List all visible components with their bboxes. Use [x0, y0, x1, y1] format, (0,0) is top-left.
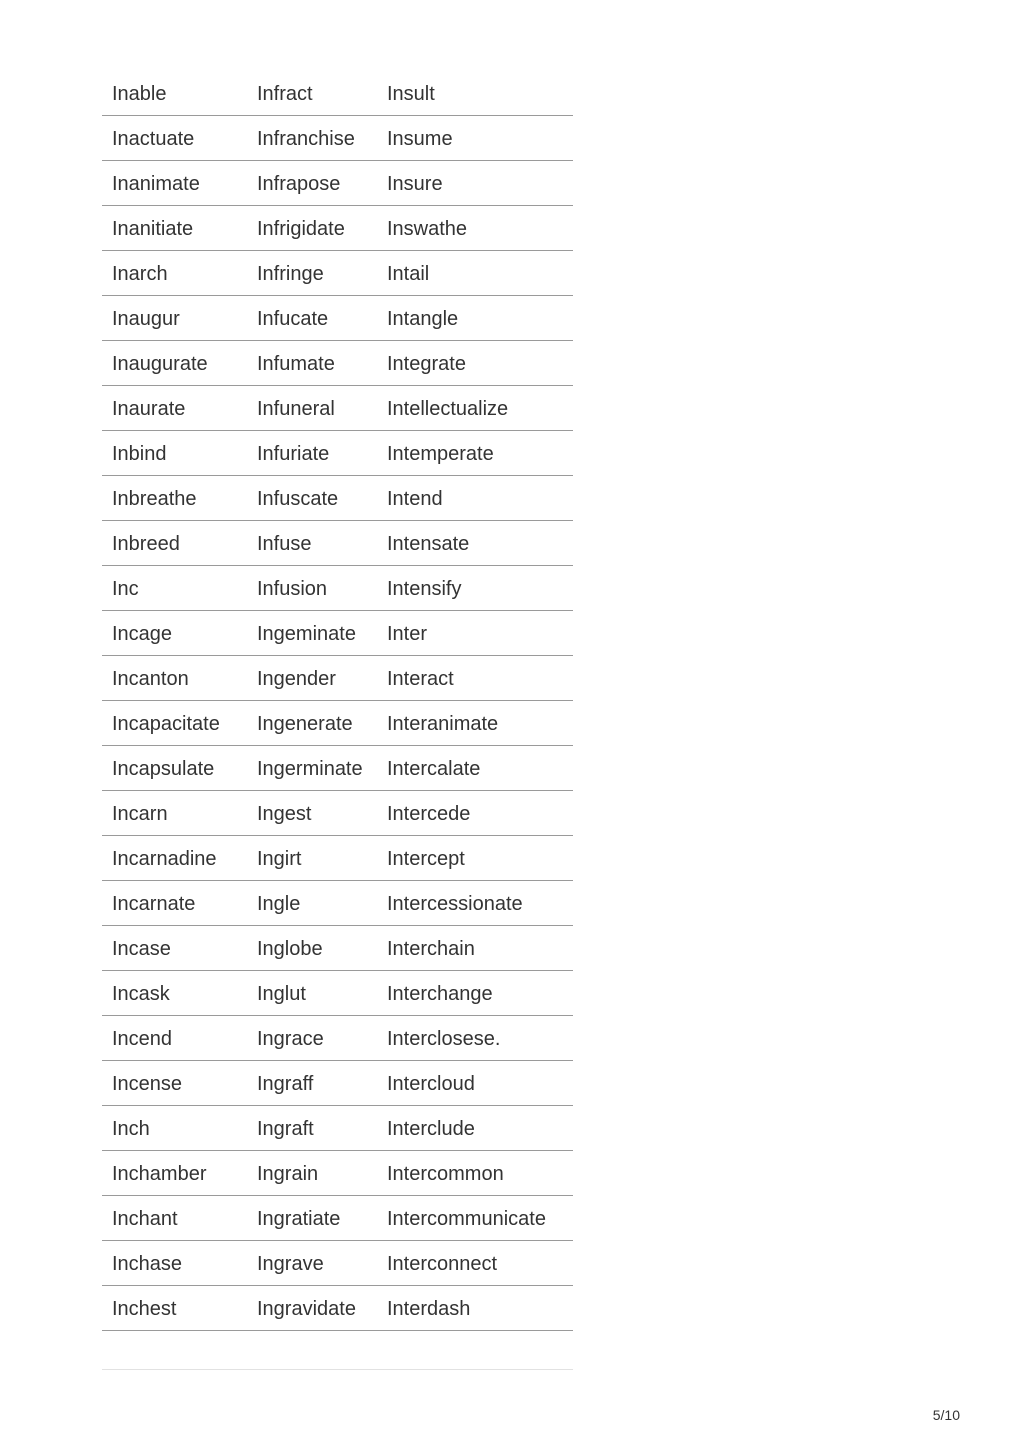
word-cell: Inable: [112, 83, 167, 105]
table-row: [102, 791, 573, 836]
word-cell: Ingrace: [257, 1028, 324, 1050]
word-cell: Interchain: [387, 938, 475, 960]
word-cell: Insume: [387, 128, 453, 150]
word-cell: Intemperate: [387, 443, 494, 465]
word-cell: Inc: [112, 578, 139, 600]
word-cell: Interconnect: [387, 1253, 498, 1275]
word-cell: Ingenerate: [257, 713, 353, 735]
table-row: [102, 71, 573, 116]
word-cell: Ingrave: [257, 1253, 324, 1275]
word-cell: Incanton: [112, 668, 189, 690]
table-row: [102, 341, 573, 386]
table-row: [102, 746, 573, 791]
word-cell: Inactuate: [112, 128, 195, 150]
word-cell: Infuriate: [257, 443, 330, 465]
table-row: [102, 1106, 573, 1151]
word-cell: Infuse: [257, 533, 312, 555]
table-row: [102, 971, 573, 1016]
word-cell: Intercalate: [387, 758, 481, 780]
word-cell: Incage: [112, 623, 173, 645]
page-number: 5/10: [932, 1407, 960, 1423]
table-row: [102, 881, 573, 926]
word-cell: Interclosese.: [387, 1028, 501, 1050]
word-cell: Inbreathe: [112, 488, 197, 510]
word-cell: Inaugurate: [112, 353, 208, 375]
word-cell: Inbreed: [112, 533, 180, 555]
word-cell: Incapsulate: [112, 758, 215, 780]
word-cell: Intercommunicate: [387, 1208, 546, 1230]
word-cell: Incarnate: [112, 893, 196, 915]
word-cell: Intercommon: [387, 1163, 504, 1185]
table-row: [102, 386, 573, 431]
word-cell: Intail: [387, 263, 430, 285]
word-cell: Ingraft: [257, 1118, 314, 1140]
word-cell: Inchase: [112, 1253, 183, 1275]
word-cell: Ingest: [257, 803, 312, 825]
word-cell: Ingratiate: [257, 1208, 341, 1230]
word-cell: Inanimate: [112, 173, 200, 195]
word-cell: Inchest: [112, 1298, 177, 1320]
word-cell: Inbind: [112, 443, 167, 465]
word-cell: Ingravidate: [257, 1298, 356, 1320]
word-cell: Infrigidate: [257, 218, 345, 240]
word-cell: Incense: [112, 1073, 183, 1095]
table-row: [102, 251, 573, 296]
table-row: [102, 1016, 573, 1061]
table-row: [102, 1061, 573, 1106]
word-cell: Intangle: [387, 308, 459, 330]
word-cell: Interanimate: [387, 713, 499, 735]
word-cell: Intend: [387, 488, 443, 510]
table-row: [102, 1151, 573, 1196]
word-cell: Inaurate: [112, 398, 186, 420]
word-cell: Ingender: [257, 668, 336, 690]
word-cell: Ingraff: [257, 1073, 314, 1095]
word-cell: Interclude: [387, 1118, 475, 1140]
table-row: [102, 1241, 573, 1286]
table-row: [102, 476, 573, 521]
word-cell: Intercloud: [387, 1073, 475, 1095]
word-cell: Incarn: [112, 803, 168, 825]
word-cell: Infuscate: [257, 488, 339, 510]
table-row: [102, 1196, 573, 1241]
table-row: [102, 566, 573, 611]
word-cell: Infranchise: [257, 128, 355, 150]
word-cell: Intellectualize: [387, 398, 509, 420]
word-cell: Infuneral: [257, 398, 335, 420]
table-row: [102, 836, 573, 881]
table-row: [102, 701, 573, 746]
word-cell: Infusion: [257, 578, 328, 600]
word-cell: Insult: [387, 83, 435, 105]
word-cell: Interact: [387, 668, 454, 690]
word-cell: Infringe: [257, 263, 324, 285]
word-cell: Inter: [387, 623, 428, 645]
word-cell: Insure: [387, 173, 443, 195]
word-cell: Infumate: [257, 353, 335, 375]
word-cell: Ingeminate: [257, 623, 356, 645]
word-cell: Inanitiate: [112, 218, 194, 240]
word-cell: Incask: [112, 983, 170, 1005]
table-row: [102, 206, 573, 251]
word-cell: Integrate: [387, 353, 466, 375]
word-cell: Intensate: [387, 533, 470, 555]
table-row-empty: [102, 1331, 573, 1370]
word-cell: Intercessionate: [387, 893, 523, 915]
table-row: [102, 611, 573, 656]
table-row: [102, 296, 573, 341]
word-cell: Incarnadine: [112, 848, 217, 870]
word-cell: Ingirt: [257, 848, 302, 870]
word-cell: Inchamber: [112, 1163, 207, 1185]
word-cell: Inglobe: [257, 938, 323, 960]
word-cell: Interchange: [387, 983, 493, 1005]
word-cell: Inswathe: [387, 218, 468, 240]
table-row: [102, 431, 573, 476]
table-row: [102, 926, 573, 971]
word-table: [102, 71, 573, 1370]
table-row: [102, 656, 573, 701]
word-cell: Ingle: [257, 893, 301, 915]
word-cell: Infrapose: [257, 173, 341, 195]
word-cell: Infract: [257, 83, 313, 105]
word-cell: Inglut: [257, 983, 306, 1005]
word-cell: Incend: [112, 1028, 173, 1050]
word-cell: Incase: [112, 938, 171, 960]
word-cell: Infucate: [257, 308, 329, 330]
word-cell: Inch: [112, 1118, 150, 1140]
word-cell: Ingrain: [257, 1163, 319, 1185]
table-row: [102, 116, 573, 161]
word-cell: Incapacitate: [112, 713, 220, 735]
word-cell: Interdash: [387, 1298, 471, 1320]
table-row: [102, 161, 573, 206]
table-row: [102, 521, 573, 566]
word-cell: Intensify: [387, 578, 462, 600]
table-row: [102, 1286, 573, 1331]
word-cell: Intercept: [387, 848, 465, 870]
word-cell: Inaugur: [112, 308, 180, 330]
word-cell: Inarch: [112, 263, 168, 285]
word-cell: Intercede: [387, 803, 471, 825]
word-cell: Ingerminate: [257, 758, 363, 780]
word-cell: Inchant: [112, 1208, 178, 1230]
